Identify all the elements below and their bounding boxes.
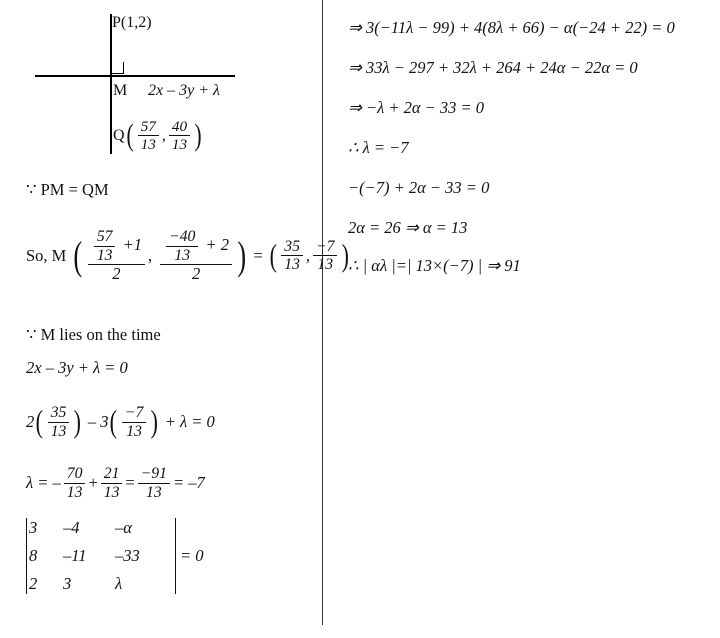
det-cell-r1c3: –α [115, 518, 132, 537]
lambda-fraction-3 [138, 465, 170, 501]
lam-f2-num: 21 [101, 465, 123, 484]
result-comma: , [305, 245, 311, 265]
lambda-fraction-1 [64, 465, 86, 501]
midpoint-x-expression [88, 228, 145, 284]
step-m-lies-on-line [26, 325, 161, 345]
column-divider [322, 0, 323, 625]
det-cell-r1c1: 3 [29, 518, 38, 537]
inner-1-tail: +1 [122, 234, 142, 254]
q-comma: , [161, 126, 166, 144]
sub-f2-num: −7 [122, 404, 146, 423]
horizontal-line [35, 75, 235, 77]
lambda-plus: + [88, 473, 98, 493]
right-column [330, 0, 720, 638]
q-x-numerator: 57 [138, 118, 159, 136]
m-lies-text: ∵ M lies on the time [26, 325, 161, 344]
inner-1-num: 57 [94, 228, 116, 247]
inner-fraction-1 [94, 228, 116, 264]
lambda-fraction-2 [101, 465, 123, 501]
inner-2-num: −40 [166, 228, 198, 247]
right-step-5 [348, 178, 489, 198]
sub-f2-den: 13 [126, 422, 142, 440]
midpoint-x-denominator: 2 [112, 264, 121, 284]
right-step-4-text: ∴ λ = −7 [348, 138, 409, 157]
vertical-line [110, 14, 112, 154]
lam-f2-den: 13 [103, 483, 120, 501]
right-step-2-text: ⇒ 33λ − 297 + 32λ + 264 + 24α − 22α = 0 [348, 58, 638, 77]
inner-2-tail: + 2 [205, 234, 229, 254]
inner-2-den: 13 [174, 246, 191, 264]
right-step-4 [348, 138, 409, 158]
point-q-name: Q [113, 126, 125, 144]
substitution-middle: – 3 [87, 412, 109, 432]
q-y-numerator: 40 [169, 118, 190, 136]
label-point-q [113, 118, 203, 153]
line-equation-text: 2x – 3y + λ [148, 82, 220, 99]
substitution-fraction-1 [48, 404, 70, 440]
det-cell-r3c2: 3 [63, 574, 72, 593]
right-step-7-text: ∴ | αλ |=| 13×(−7) | ⇒ 91 [348, 256, 521, 275]
open-paren-icon: ( [73, 233, 83, 279]
inner-fraction-2 [166, 228, 198, 264]
substitution-lead: 2 [26, 412, 35, 432]
midpoint-y-numerator [160, 228, 232, 265]
open-paren-icon: ( [269, 238, 277, 274]
det-cell-r1c2: –4 [63, 518, 80, 537]
midpoint-prefix: So, M [26, 245, 67, 265]
det-cell-r2c1: 8 [29, 546, 38, 565]
q-x-fraction [138, 118, 159, 153]
open-paren-icon: ( [110, 404, 118, 440]
q-x-denominator: 13 [140, 136, 156, 154]
close-paren-icon: ) [73, 404, 82, 440]
midpoint-y-denominator: 2 [191, 264, 201, 284]
right-step-5-text: −(−7) + 2α − 33 = 0 [348, 178, 490, 197]
determinant-bars [26, 518, 176, 594]
determinant-block [26, 518, 204, 594]
right-step-3-text: ⇒ −λ + 2α − 33 = 0 [348, 98, 485, 117]
close-paren-icon: ) [150, 404, 159, 440]
q-y-fraction [169, 118, 190, 153]
label-line-equation [148, 82, 220, 100]
substitution-fraction-2 [122, 404, 146, 440]
substitution-tail: + λ = 0 [164, 412, 215, 432]
left-column [0, 0, 350, 638]
step-line-equation [26, 358, 128, 378]
close-paren-icon: ) [237, 233, 247, 279]
determinant-grid [29, 518, 173, 594]
lambda-lead: λ = – [26, 473, 61, 493]
det-cell-r3c1: 2 [29, 574, 38, 593]
right-step-6 [348, 218, 467, 238]
right-step-6-text: 2α = 26 ⇒ α = 13 [348, 218, 468, 237]
open-paren-icon: ( [126, 118, 134, 153]
determinant-equals: = 0 [180, 546, 204, 565]
close-paren-icon: ) [194, 118, 202, 153]
step-pm-equals-qm [26, 180, 109, 200]
sub-f1-den: 13 [50, 422, 67, 440]
pm-qm-text: ∵ PM = QM [26, 180, 109, 199]
right-step-1 [348, 18, 675, 38]
right-angle-marker [112, 62, 124, 74]
open-paren-icon: ( [35, 404, 44, 440]
step-midpoint [26, 228, 351, 284]
midpoint-comma: , [148, 245, 153, 265]
lam-f3-num: −91 [138, 465, 170, 484]
line-equation-zero: 2x – 3y + λ = 0 [26, 358, 128, 377]
right-step-7-final-answer [348, 256, 521, 276]
result-y-num: −7 [313, 238, 337, 257]
lambda-equals-1: = [125, 473, 135, 493]
inner-1-den: 13 [96, 246, 113, 264]
right-step-1-text: ⇒ 3(−11λ − 99) + 4(8λ + 66) − α(−24 + 22) = 0 [348, 18, 675, 37]
midpoint-x-numerator [88, 228, 145, 265]
step-lambda-value [26, 465, 205, 501]
lam-f3-den: 13 [146, 483, 162, 501]
label-point-p: P(1,2) [112, 14, 152, 31]
label-point-m: M [113, 82, 128, 99]
det-cell-r2c2: –11 [63, 546, 87, 565]
result-y-den: 13 [317, 256, 334, 274]
lam-f1-num: 70 [64, 465, 86, 484]
right-step-3 [348, 98, 484, 118]
sub-f1-num: 35 [48, 404, 70, 423]
close-paren-icon: ) [341, 238, 350, 274]
midpoint-equals: = [253, 245, 263, 265]
result-x-num: 35 [281, 238, 303, 257]
q-y-denominator: 13 [171, 136, 188, 154]
det-cell-r3c3: λ [115, 574, 123, 593]
lambda-equals-2: = –7 [172, 473, 205, 493]
result-x-den: 13 [284, 256, 300, 274]
result-x-fraction [281, 238, 303, 274]
lam-f1-den: 13 [66, 483, 83, 501]
midpoint-y-expression [160, 228, 232, 284]
coordinate-diagram [0, 0, 322, 170]
det-cell-r2c3: –33 [115, 546, 140, 565]
right-step-2 [348, 58, 638, 78]
step-substitution [26, 404, 215, 440]
